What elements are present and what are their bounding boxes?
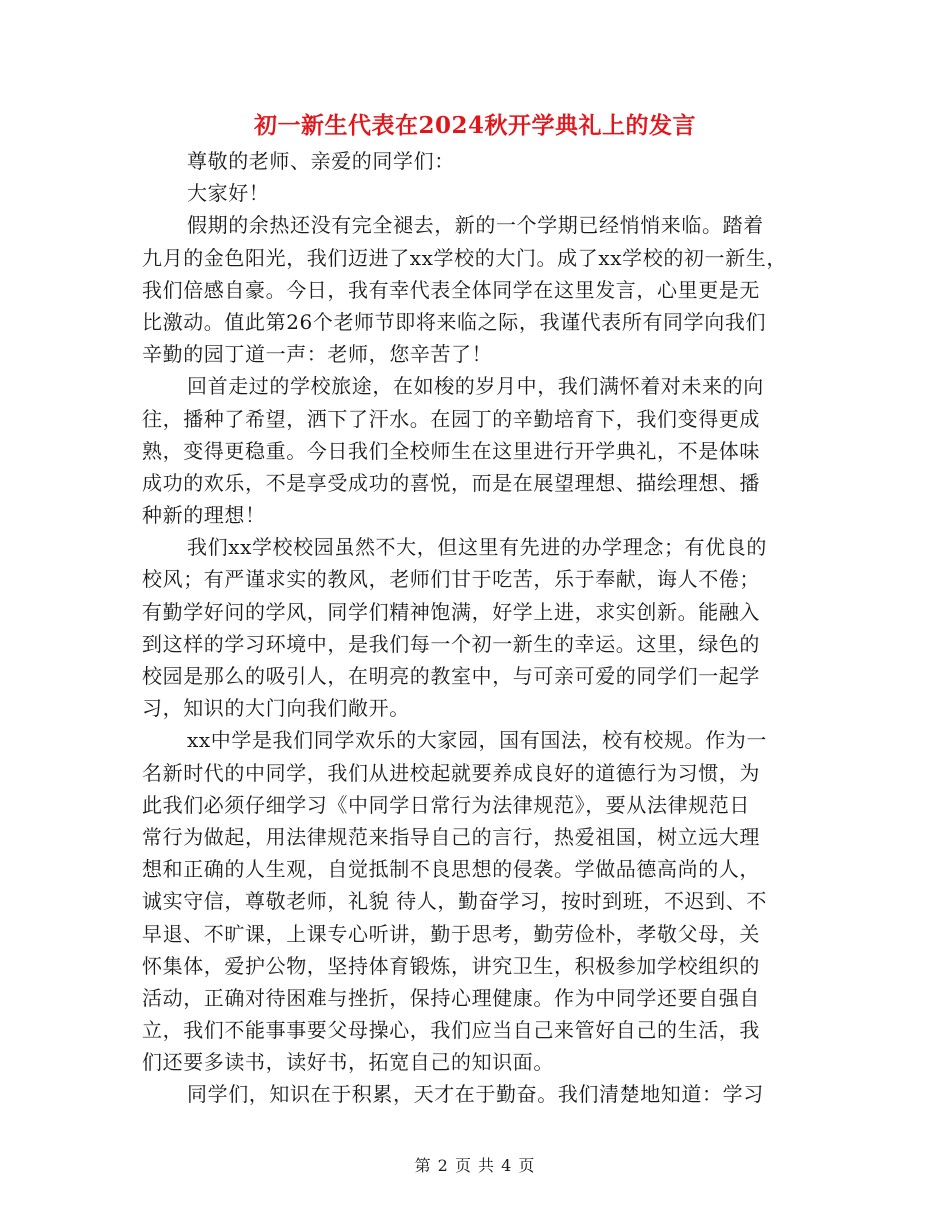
paragraph-2-line: 成功的欢乐，不是享受成功的喜悦，而是在展望理想、描绘理想、播 xyxy=(142,470,760,495)
document-body xyxy=(142,145,810,1111)
paragraph-4-line: 早退、不旷课，上课专心听讲，勤于思考，勤劳俭朴，孝敬父母，关 xyxy=(142,921,760,946)
paragraph-4-line: 常行为做起，用法律规范来指导自己的言行，热爱祖国，树立远大理 xyxy=(142,824,760,849)
paragraph-3-line: 校园是那么的吸引人，在明亮的教室中，与可亲可爱的同学们一起学 xyxy=(142,664,760,688)
salutation-line: 尊敬的老师、亲爱的同学们： xyxy=(187,149,455,173)
paragraph-4-line: 怀集体，爱护公物，坚持体育锻炼，讲究卫生，积极参加学校组织的 xyxy=(142,953,760,978)
paragraph-2-line: 种新的理想！ xyxy=(142,503,266,528)
document-title: 初一新生代表在2024秋开学典礼上的发言 xyxy=(253,112,696,139)
paragraph-4-line: 名新时代的中同学，我们从进校起就要养成良好的道德行为习惯，为 xyxy=(142,760,760,785)
paragraph-2-line: 回首走过的学校旅途，在如梭的岁月中，我们满怀着对未来的向 xyxy=(187,374,764,399)
paragraph-4-line: 诚实守信，尊敬老师，礼貌 待人，勤奋学习，按时到班，不迟到、不 xyxy=(142,889,767,914)
paragraph-1-line: 辛勤的园丁道一声：老师，您辛苦了！ xyxy=(142,342,493,367)
paragraph-1-line: 假期的余热还没有完全褪去，新的一个学期已经悄悄来临。踏着 xyxy=(187,213,764,238)
paragraph-1-line: 我们倍感自豪。今日，我有幸代表全体同学在这里发言，心里更是无 xyxy=(142,277,760,302)
page-number-footer: 第 2 页 共 4 页 xyxy=(414,1156,536,1175)
paragraph-4-line: 活动，正确对待困难与挫折，保持心理健康。作为中同学还要自强自 xyxy=(142,985,760,1010)
paragraph-3-line: 有勤学好问的学风，同学们精神饱满，好学上进，求实创新。能融入 xyxy=(142,599,760,624)
paragraph-2-line: 熟，变得更稳重。今日我们全校师生在这里进行开学典礼，不是体味 xyxy=(142,438,760,463)
paragraph-2-line: 往，播种了希望，洒下了汗水。在园丁的辛勤培育下，我们变得更成 xyxy=(142,406,760,431)
paragraph-5-line: 同学们，知识在于积累，天才在于勤奋。我们清楚地知道：学习 xyxy=(187,1082,764,1107)
paragraph-4-line: 们还要多读书，读好书，拓宽自己的知识面。 xyxy=(142,1050,554,1075)
paragraph-4-line: 此我们必须仔细学习《中同学日常行为法律规范》，要从法律规范日 xyxy=(142,792,750,817)
paragraph-1-line: 比激动。值此第26个老师节即将来临之际，我谨代表所有同学向我们 xyxy=(142,309,767,334)
paragraph-4-line: xx中学是我们同学欢乐的大家园，国有国法，校有校规。作为一 xyxy=(187,728,767,753)
paragraph-3-line: 校风；有严谨求实的教风，老师们甘于吃苦，乐于奉献，诲人不倦； xyxy=(142,567,760,592)
greeting-line: 大家好！ xyxy=(187,181,270,206)
paragraph-4-line: 立，我们不能事事要父母操心，我们应当自己来管好自己的生活，我 xyxy=(142,1018,760,1043)
paragraph-3-line: 到这样的学习环境中，是我们每一个初一新生的幸运。这里，绿色的 xyxy=(142,631,760,656)
paragraph-3-line: 习，知识的大门向我们敞开。 xyxy=(142,696,410,721)
paragraph-1-line: 九月的金色阳光，我们迈进了xx学校的大门。成了xx学校的初一新生， xyxy=(142,245,787,270)
paragraph-3-line: 我们xx学校校园虽然不大，但这里有先进的办学理念；有优良的 xyxy=(187,535,767,560)
paragraph-4-line: 想和正确的人生观，自觉抵制不良思想的侵袭。学做品德高尚的人， xyxy=(142,857,760,882)
